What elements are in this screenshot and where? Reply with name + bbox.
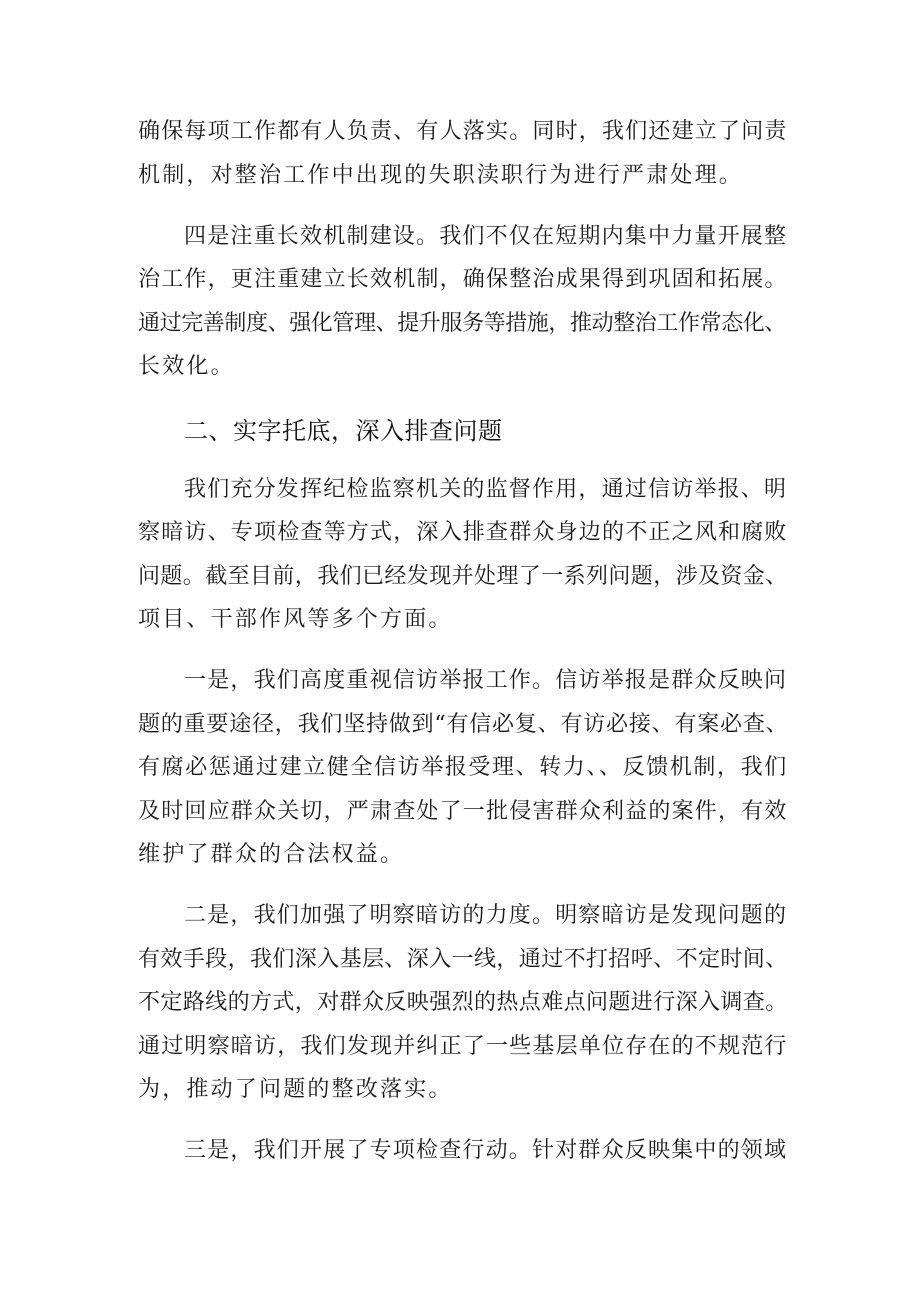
text-line: 三是，我们开展了专项检查行动。针对群众反映集中的领域 [184, 1138, 788, 1163]
text-line: 长效化。 [138, 354, 235, 379]
text-line: 有腐必惩通过建立健全信访举报受理、转力、、反馈机制，我们 [138, 755, 788, 780]
text-line: 为，推动了问题的整改落实。 [138, 1077, 453, 1102]
text-line: 通过完善制度、强化管理、提升服务等措施，推动整治工作常态化、 [138, 311, 787, 336]
text-line: 治工作，更注重建立长效机制，确保整治成果得到巩固和拓展。 [138, 267, 788, 292]
text-line: 不定路线的方式，对群众反映强烈的热点难点问题进行深入调查。 [138, 990, 788, 1015]
section-heading: 二、实字托底，深入排查问题 [184, 417, 503, 445]
text-line: 察暗访、专项检查等方式，深入排查群众身边的不正之风和腐败 [138, 520, 788, 545]
text-line: 四是注重长效机制建设。我们不仅在短期内集中力量开展整 [184, 224, 788, 249]
text-line: 一是，我们高度重视信访举报工作。信访举报是群众反映问 [184, 668, 788, 693]
text-line: 通过明察暗访，我们发现并纠正了一些基层单位存在的不规范行 [138, 1034, 788, 1059]
text-line: 确保每项工作都有人负责、有人落实。同时，我们还建立了问责 [138, 119, 788, 144]
text-line: 我们充分发挥纪检监察机关的监督作用，通过信访举报、明 [184, 477, 788, 502]
text-line: 有效手段，我们深入基层、深入一线，通过不打招呼、不定时间、 [138, 947, 788, 972]
text-line: 机制，对整治工作中出现的失职渎职行为进行严肃处理。 [138, 163, 744, 188]
text-line: 项目、干部作风等多个方面。 [138, 607, 453, 632]
text-line: 维护了群众的合法权益。 [138, 842, 405, 867]
text-line: 及时回应群众关切，严肃查处了一批侵害群众利益的案件，有效 [138, 799, 788, 824]
text-line: 题的重要途径，我们坚持做到“有信必复、有访必接、有案必查、 [138, 712, 789, 737]
text-line: 问题。截至目前，我们已经发现并处理了一系列问题，涉及资金、 [138, 564, 788, 589]
text-line: 二是，我们加强了明察暗访的力度。明察暗访是发现问题的 [184, 903, 788, 928]
